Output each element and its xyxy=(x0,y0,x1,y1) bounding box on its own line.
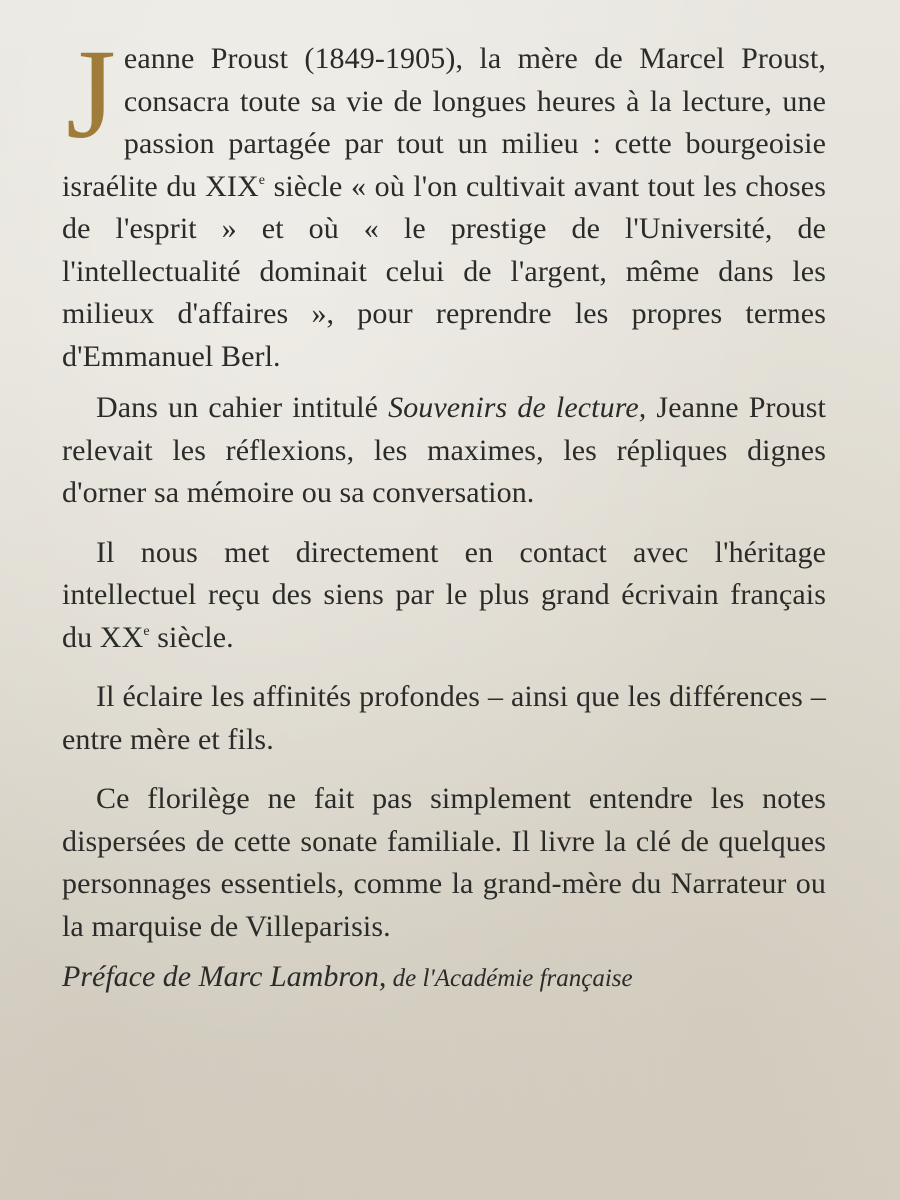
paragraph-florilege: Ce florilège ne fait pas simplement entendre les notes dispersées de cette sonate familiale. Il livre la clé de quelques personnages essentiels, comme la grand-mère du Narrateur ou la marquise de Villeparisis. xyxy=(62,782,826,943)
paragraph-cahier-end: Jeanne Proust relevait les réflexions, les maximes, les répliques dignes d'orner sa mémoire ou sa conversation. xyxy=(62,391,826,509)
paragraph-intro-text-end: siècle « où l'on cultivait avant tout les choses de l'esprit » et où « le prestige de l'Université, de l'intellectualité dominait celui de l'argent, même dans les milieux d'affaires », pour reprendre les propres termes d'Emmanuel Berl. xyxy=(62,169,826,373)
paragraph-intro-text: eanne Proust (1849-1905), la mère de Marcel Proust, consacra toute sa vie de longues heures à la lecture, une passion partagée par tout un milieu : cette bourgeoisie israélite du XIX xyxy=(62,42,826,203)
paragraph-heritage-end: siècle. xyxy=(149,620,234,654)
paragraph-affinites: Il éclaire les affinités profondes – ainsi que les différences – entre mère et fils. xyxy=(62,680,826,756)
paragraph-cahier-start: Dans un cahier intitulé xyxy=(96,391,389,424)
preface-credit xyxy=(62,960,862,994)
body-text xyxy=(62,23,826,965)
book-title: Souvenirs de lecture, xyxy=(388,391,647,424)
paragraph-heritage-start: Il nous met directement en contact avec l'héritage intellectuel reçu des siens par le plus grand écrivain français du XX xyxy=(62,535,826,654)
paragraph-intro xyxy=(62,23,826,378)
drop-cap: J xyxy=(66,23,116,165)
superscript-e: e xyxy=(258,172,266,188)
preface-author: Préface de Marc Lambron, xyxy=(62,960,387,993)
superscript-e: e xyxy=(143,623,150,639)
paragraph-cahier xyxy=(62,387,826,515)
preface-affiliation: de l'Académie française xyxy=(386,965,633,992)
paragraph-heritage xyxy=(62,532,826,660)
